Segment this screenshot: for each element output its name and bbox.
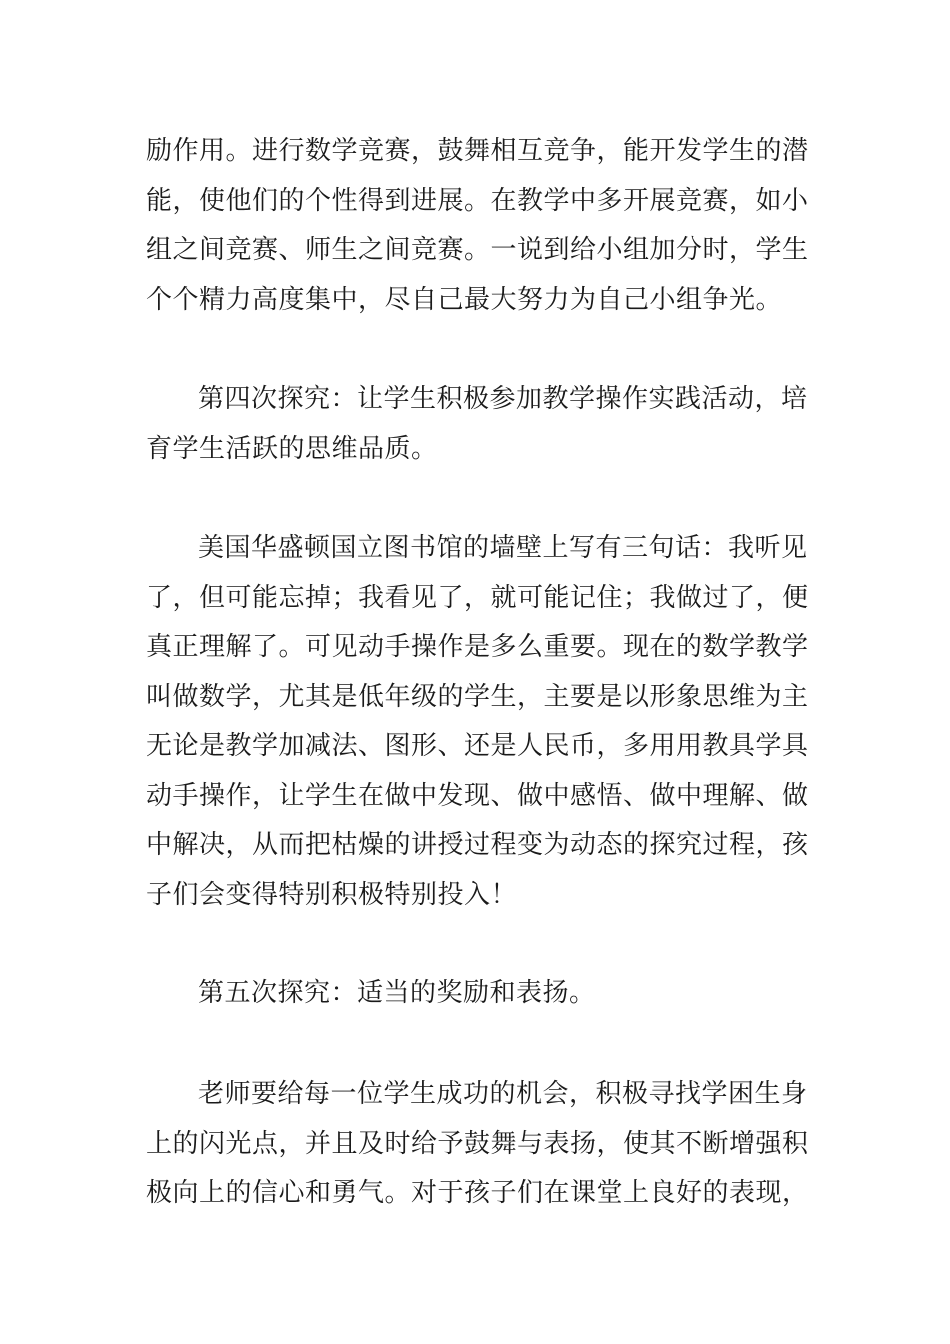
text-line: 能，使他们的个性得到进展。在教学中多开展竞赛，如小 — [146, 185, 809, 216]
text-line: 无论是教学加减法、图形、还是人民币，多用用教具学具 — [146, 731, 809, 761]
text-line: 子们会变得特别积极特别投入！ — [146, 879, 518, 910]
text-line: 真正理解了。可见动手操作是多么重要。现在的数学教学 — [146, 632, 809, 662]
text-line: 极向上的信心和勇气。对于孩子们在课堂上良好的表现， — [146, 1178, 809, 1208]
text-line: 个个精力高度集中，尽自己最大努力为自己小组争光。 — [146, 284, 783, 315]
paragraph-library-quote — [146, 524, 816, 920]
paragraph-praise — [146, 1070, 816, 1219]
text-line: 上的闪光点，并且及时给予鼓舞与表扬，使其不断增强积 — [146, 1128, 809, 1159]
text-line: 叫做数学，尤其是低年级的学生，主要是以形象思维为主 — [146, 681, 809, 712]
text-line: 动手操作，让学生在做中发现、做中感悟、做中理解、做 — [146, 780, 809, 811]
text-line: 美国华盛顿国立图书馆的墙壁上写有三句话：我听见 — [198, 533, 808, 563]
text-line: 组之间竞赛、师生之间竞赛。一说到给小组加分时，学生 — [146, 235, 809, 265]
text-line: 中解决，从而把枯燥的讲授过程变为动态的探究过程，孩 — [146, 830, 809, 860]
text-line: 第四次探究：让学生积极参加教学操作实践活动，培 — [198, 384, 808, 414]
paragraph-competition — [146, 127, 816, 325]
paragraph-fifth-inquiry-heading — [146, 969, 816, 1019]
text-line: 育学生活跃的思维品质。 — [146, 433, 438, 464]
text-line: 第五次探究：适当的奖励和表扬。 — [198, 978, 596, 1008]
text-line: 老师要给每一位学生成功的机会，积极寻找学困生身 — [198, 1079, 808, 1109]
text-line: 了，但可能忘掉；我看见了，就可能记住；我做过了，便 — [146, 582, 809, 613]
paragraph-fourth-inquiry-heading — [146, 375, 816, 474]
text-line: 励作用。进行数学竞赛，鼓舞相互竞争，能开发学生的潜 — [146, 136, 809, 166]
